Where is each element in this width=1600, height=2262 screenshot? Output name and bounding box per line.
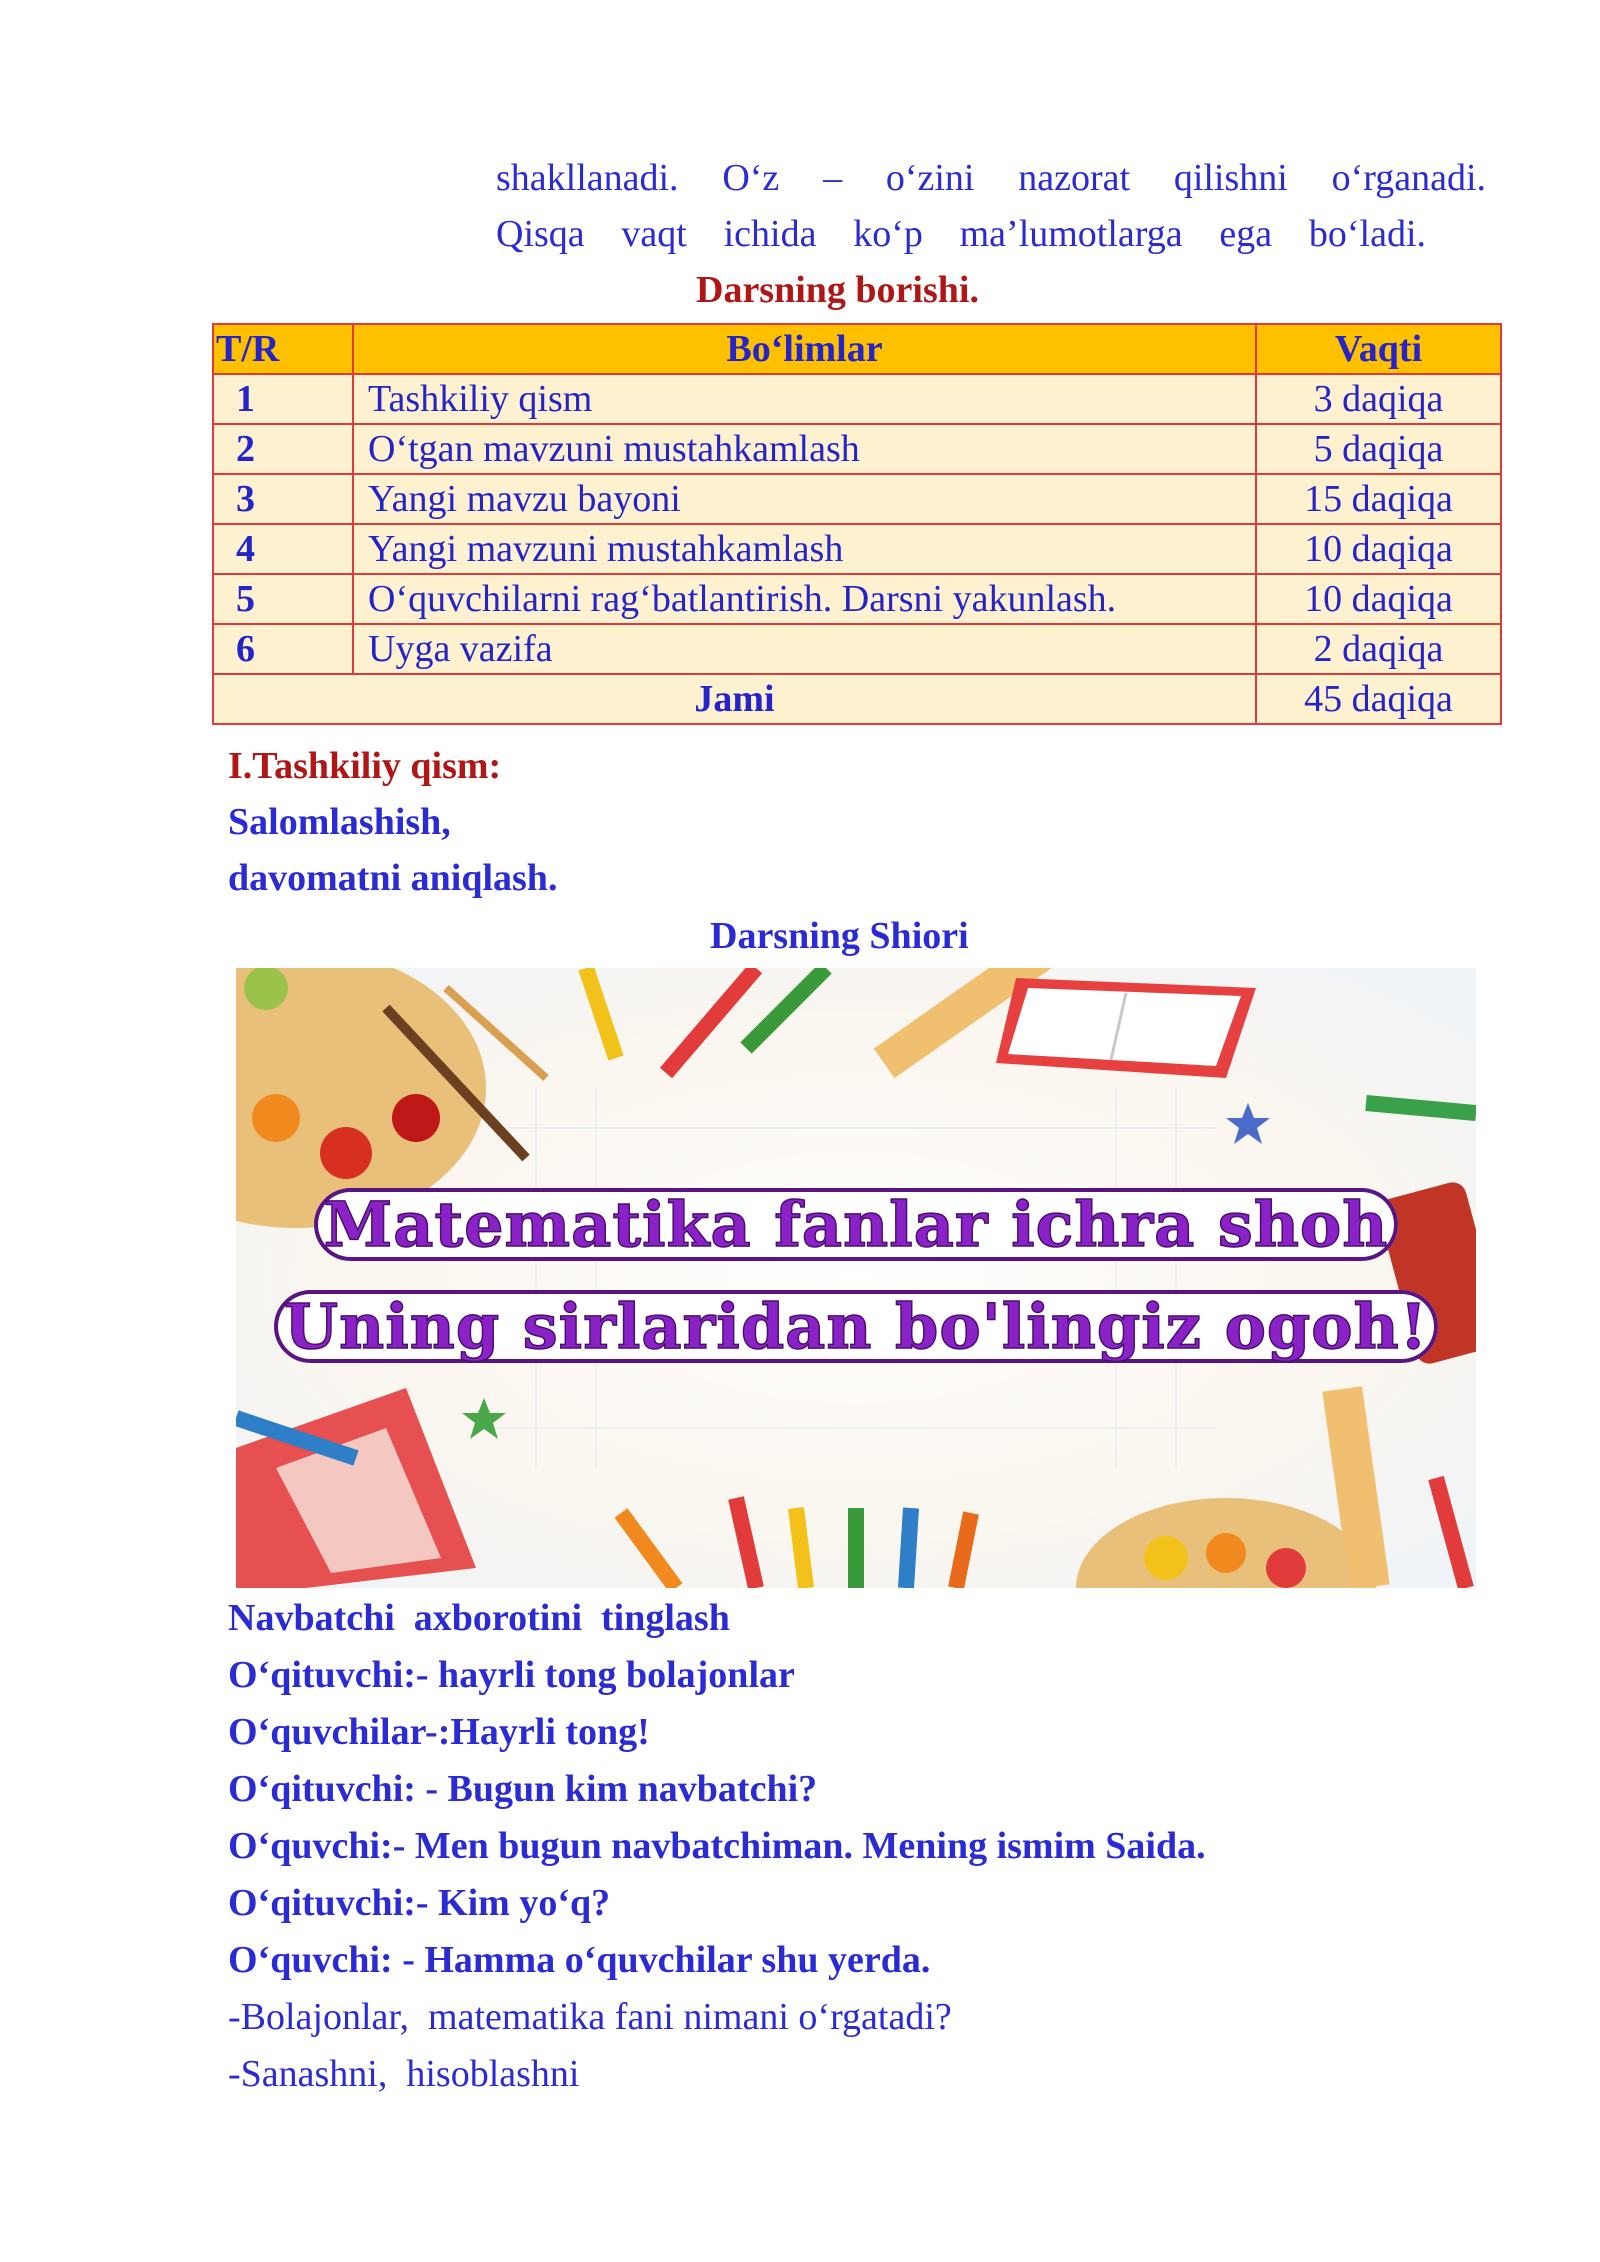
table-row	[213, 424, 1501, 474]
intro-word: qilishni	[1173, 157, 1288, 199]
row-time: 2 daqiqa	[1256, 624, 1501, 674]
intro-word: nazorat	[1018, 157, 1131, 199]
table-header-row	[213, 324, 1501, 374]
org-line-1: Salomlashish,	[228, 801, 451, 843]
banner-slogan-text-2: Uning sirlaridan bo'lingiz ogoh!	[274, 1290, 1438, 1363]
row-number: 1	[213, 374, 353, 424]
motto-banner-image	[236, 968, 1476, 1588]
banner-slogan-line-1	[236, 1188, 1476, 1261]
row-section: O‘tgan mavzuni mustahkamlash	[353, 424, 1256, 474]
table-total-row	[213, 674, 1501, 724]
intro-word: ko‘p	[853, 213, 923, 255]
question-line: -Bolajonlar, matematika fani nimani o‘rgatadi?	[228, 1996, 952, 2038]
row-number: 3	[213, 474, 353, 524]
row-number: 2	[213, 424, 353, 474]
row-section: Yangi mavzu bayoni	[353, 474, 1256, 524]
table-row	[213, 474, 1501, 524]
lesson-plan-table	[212, 323, 1502, 725]
intro-word: o‘rganadi.	[1331, 157, 1487, 199]
row-time: 10 daqiqa	[1256, 524, 1501, 574]
row-number: 4	[213, 524, 353, 574]
row-number: 5	[213, 574, 353, 624]
intro-line-2	[496, 210, 1426, 258]
header-sections: Bo‘limlar	[353, 324, 1256, 374]
motto-title: Darsning Shiori	[710, 915, 969, 957]
banner-illustration	[236, 968, 1476, 1588]
intro-word: O‘z	[722, 157, 780, 199]
dialogue-line: O‘quvchi: - Hamma o‘quvchilar shu yerda.	[228, 1939, 931, 1981]
row-time: 5 daqiqa	[1256, 424, 1501, 474]
section-title: Darsning borishi.	[696, 269, 979, 311]
table-row	[213, 374, 1501, 424]
row-time: 15 daqiqa	[1256, 474, 1501, 524]
row-section: O‘quvchilarni rag‘batlantirish. Darsni yakunlash.	[353, 574, 1256, 624]
intro-word: bo‘ladi.	[1308, 213, 1426, 255]
intro-word: –	[823, 157, 843, 199]
table-row	[213, 624, 1501, 674]
header-time: Vaqti	[1256, 324, 1501, 374]
row-time: 10 daqiqa	[1256, 574, 1501, 624]
row-number: 6	[213, 624, 353, 674]
total-time: 45 daqiqa	[1256, 674, 1501, 724]
intro-line-1	[496, 154, 1486, 202]
dialogue-line: O‘qituvchi:- Kim yo‘q?	[228, 1882, 611, 1924]
intro-word: ichida	[723, 213, 817, 255]
org-line-2: davomatni aniqlash.	[228, 857, 558, 899]
dialogue-line: O‘quvchilar-:Hayrli tong!	[228, 1711, 650, 1753]
row-time: 3 daqiqa	[1256, 374, 1501, 424]
intro-word: shakllanadi.	[496, 157, 679, 199]
header-tr: T/R	[213, 324, 353, 374]
dialogue-line: Navbatchi axborotini tinglash	[228, 1597, 730, 1639]
dialogue-line: O‘qituvchi: - Bugun kim navbatchi?	[228, 1768, 818, 1810]
banner-slogan-line-2	[236, 1290, 1476, 1363]
dialogue-line: O‘qituvchi:- hayrli tong bolajonlar	[228, 1654, 795, 1696]
answer-line: -Sanashni, hisoblashni	[228, 2053, 580, 2095]
org-heading: I.Tashkiliy qism:	[228, 745, 502, 787]
intro-word: ma’lumotlarga	[959, 213, 1183, 255]
intro-word: Qisqa	[496, 213, 585, 255]
intro-word: ega	[1219, 213, 1273, 255]
total-label: Jami	[213, 674, 1256, 724]
row-section: Uyga vazifa	[353, 624, 1256, 674]
table-row	[213, 524, 1501, 574]
table-row	[213, 574, 1501, 624]
row-section: Tashkiliy qism	[353, 374, 1256, 424]
intro-word: o‘zini	[885, 157, 975, 199]
dialogue-line: O‘quvchi:- Men bugun navbatchiman. Mening ismim Saida.	[228, 1825, 1206, 1867]
banner-slogan-text-1: Matematika fanlar ichra shoh	[314, 1188, 1399, 1261]
row-section: Yangi mavzuni mustahkamlash	[353, 524, 1256, 574]
intro-word: vaqt	[621, 213, 687, 255]
